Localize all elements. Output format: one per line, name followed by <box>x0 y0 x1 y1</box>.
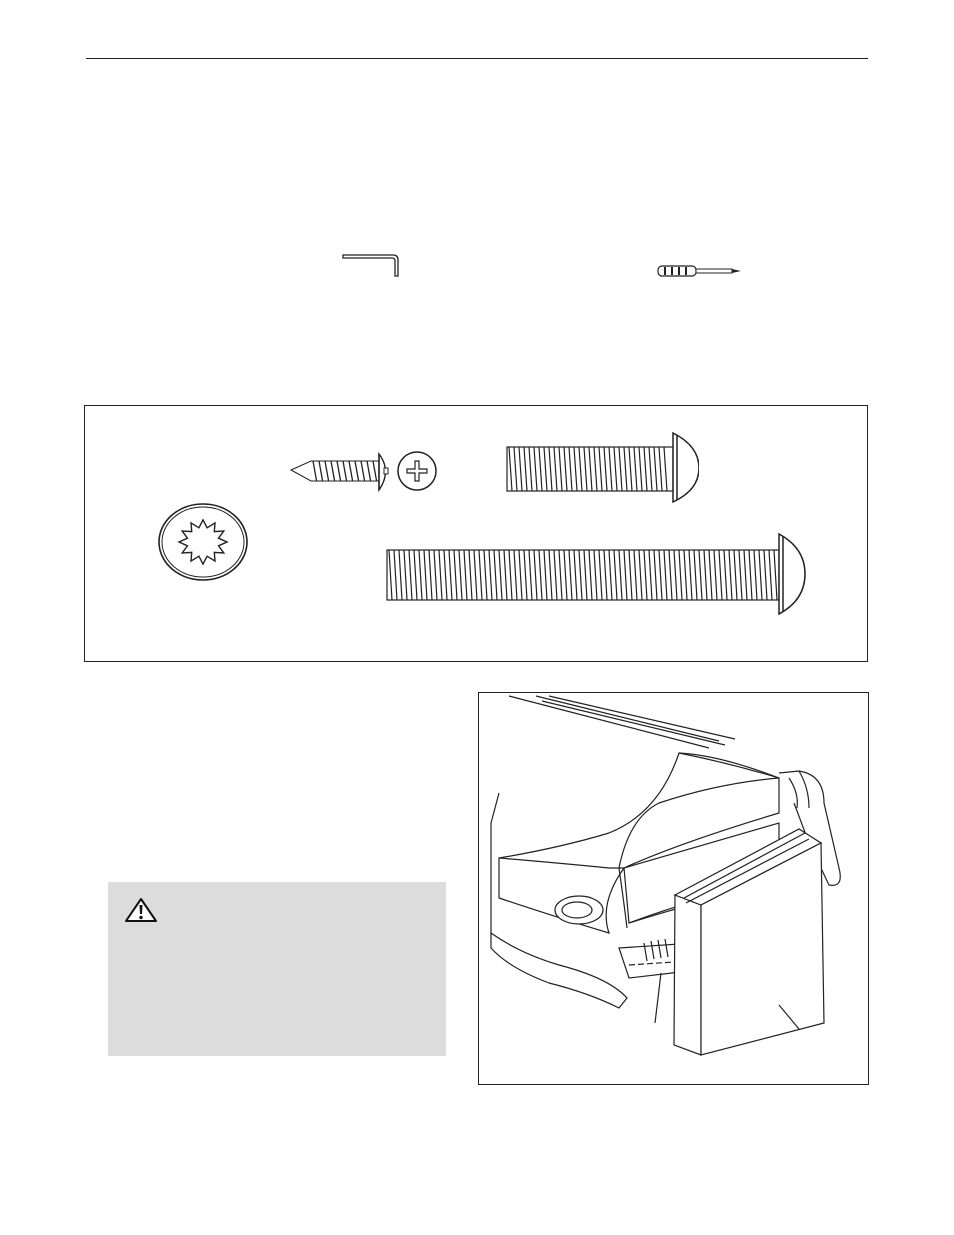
allen-wrench-icon <box>340 252 402 278</box>
star-washer-icon <box>155 502 251 582</box>
tek-screw-icon <box>289 448 393 496</box>
phillips-head-icon <box>395 450 439 492</box>
short-bolt-icon <box>503 430 699 504</box>
warning-box <box>108 882 446 1056</box>
parts-panel <box>84 405 868 662</box>
long-bolt-icon <box>383 530 807 616</box>
phillips-screwdriver-icon <box>655 262 751 280</box>
assembly-figure <box>478 692 869 1085</box>
header-rule <box>86 58 868 59</box>
warning-triangle-icon <box>124 897 158 923</box>
treadmill-base-drawing <box>479 693 869 1085</box>
